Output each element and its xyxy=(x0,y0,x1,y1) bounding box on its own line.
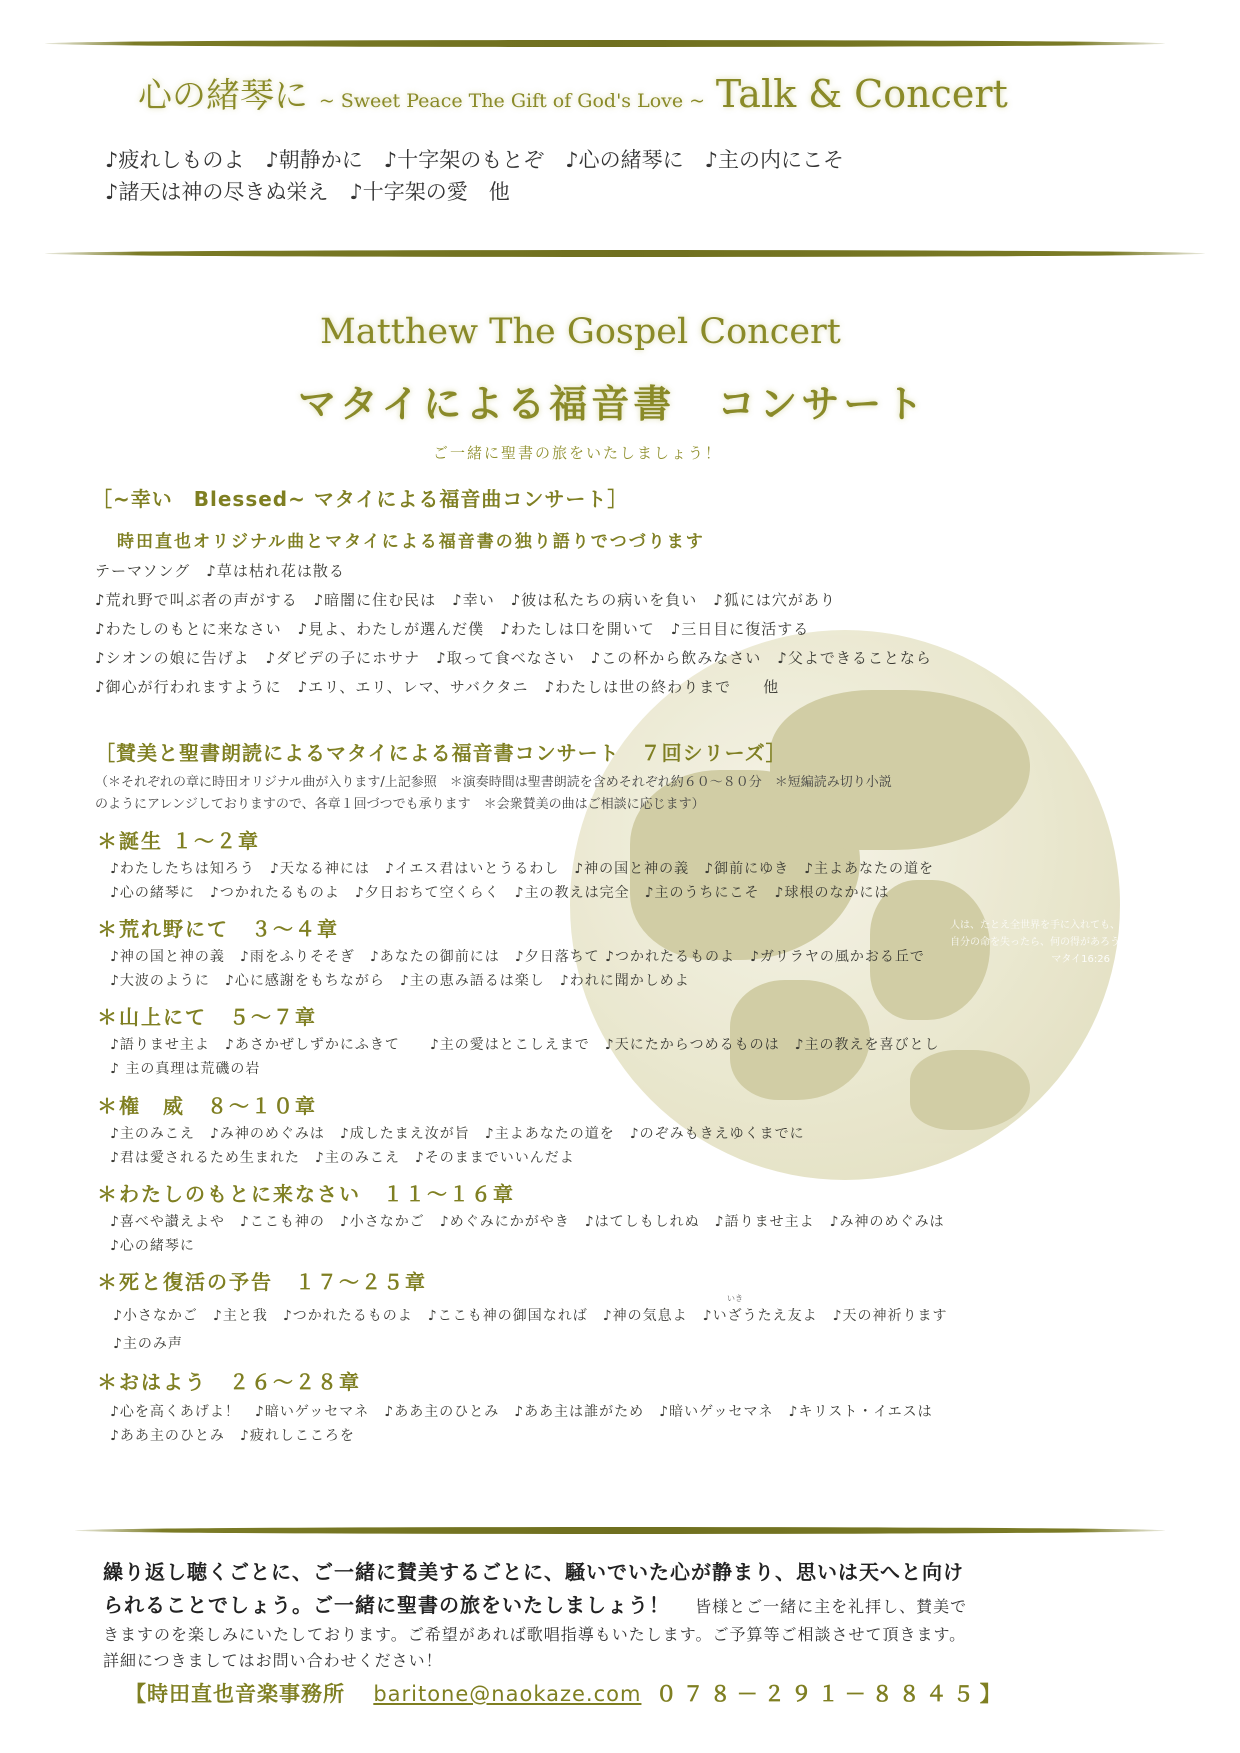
songs-line-1: ♪疲れしものよ ♪朝静かに ♪十字架のもとぞ ♪心の緒琴に ♪主の内にこそ xyxy=(105,148,845,172)
talk-concert-songs xyxy=(105,144,844,208)
footer-text xyxy=(103,1556,1163,1674)
gospel-title-jp: マタイによる福音書 コンサート xyxy=(298,382,928,426)
quote-ref: マタイ16:26 xyxy=(1051,954,1110,965)
title-subtitle: ~ Sweet Peace The Gift of God's Love ~ xyxy=(318,90,706,112)
phone-number: ０７８－２９１－８８４５】 xyxy=(655,1682,1007,1706)
chapter-songs xyxy=(113,1302,948,1358)
email-link[interactable]: baritone@naokaze.com xyxy=(373,1682,642,1706)
footer-bold-line-2: られることでしょう。ご一緒に聖書の旅をいたしましょう！ xyxy=(103,1593,670,1617)
songs-line-2: ♪諸天は神の尽きぬ栄え ♪十字架の愛 他 xyxy=(105,180,510,204)
globe-illustration xyxy=(570,630,1120,1180)
section1-line: ♪荒れ野で叫ぶ者の声がする ♪暗闇に住む民は ♪幸い ♪彼は私たちの病いを負い ♪狐には穴があり xyxy=(95,591,836,609)
chapter-songs xyxy=(110,1400,933,1448)
chapter-song-line: ♪主のみ声 xyxy=(113,1336,183,1352)
chapter-songs xyxy=(110,1122,805,1170)
section1-line: ♪シオンの娘に告げよ ♪ダビデの子にホサナ ♪取って食べなさい ♪この杯から飲みなさい ♪父よできることなら xyxy=(95,649,932,667)
section1-desc: 時田直也オリジナル曲とマタイによる福音書の独り語りでつづります xyxy=(117,532,705,552)
chapter-songs xyxy=(110,857,934,905)
section1-line: テーマソング ♪草は枯れ花は散る xyxy=(95,562,345,580)
chapter-songs xyxy=(110,1210,945,1258)
chapter-title: ＊誕生 １～２章 xyxy=(97,829,260,853)
chapter-song-line: ♪君は愛されるため生まれた ♪主のみこえ ♪そのままでいいんだよ xyxy=(110,1150,575,1166)
footer-normal-line-4: 詳細につきましてはお問い合わせください！ xyxy=(103,1651,443,1670)
series-title: ［賛美と聖書朗読によるマタイによる福音書コンサート ７回シリーズ］ xyxy=(95,741,787,765)
chapter-title: ＊おはよう ２６～２８章 xyxy=(97,1370,361,1394)
chapter-song-line: ♪心の緒琴に xyxy=(110,1238,195,1254)
chapter-song-line: ♪主のみこえ ♪み神のめぐみは ♪成したまえ汝が旨 ♪主よあなたの道を ♪のぞみもきえゆくまでに xyxy=(110,1126,805,1142)
title-jp: 心の緒琴に xyxy=(138,76,308,116)
footer-normal-line-2: 皆様とご一緒に主を礼拝し、賛美で xyxy=(695,1597,968,1616)
chapter-song-line: ♪ 主の真理は荒磯の岩 xyxy=(110,1061,261,1077)
section1-line: ♪わたしのもとに来なさい ♪見よ、わたしが選んだ僕 ♪わたしは口を開いて ♪三日目に復活する xyxy=(95,620,810,638)
chapter-song-line: ♪大波のように ♪心に感謝をもちながら ♪主の恵み語るは楽し ♪われに聞かしめよ xyxy=(110,973,690,989)
chapter-song-line: ♪心を高くあげよ！ ♪暗いゲッセマネ ♪ああ主のひとみ ♪ああ主は誰がため ♪暗いゲッセマネ ♪キリスト・イエスは xyxy=(110,1404,933,1420)
talk-concert-title xyxy=(138,68,1008,117)
footer-line-2 xyxy=(103,1589,1163,1622)
bottom-brush-divider xyxy=(75,1527,1165,1534)
chapter-songs xyxy=(110,1033,940,1081)
footer-normal-line-3: きますのを楽しみにいたしております。ご希望があれば歌唱指導もいたします。ご予算等ご相談させて頂きます。 xyxy=(103,1625,967,1644)
chapter-song-line: ♪語りませ主よ ♪あさかぜしずかにふきて ♪主の愛はとこしえまで ♪天にたからつめるものは ♪主の教えを喜びとし xyxy=(110,1037,940,1053)
chapter-song-line: ♪心の緒琴に ♪つかれたるものよ ♪夕日おちて空くらく ♪主の教えは完全 ♪主のうちにこそ ♪球根のなかには xyxy=(110,885,890,901)
chapter-song-line: ♪ああ主のひとみ ♪疲れしこころを xyxy=(110,1428,355,1444)
chapter-title: ＊死と復活の予告 １７～２５章 xyxy=(97,1270,427,1294)
chapter-song-line: ♪喜べや讃えよや ♪ここも神の ♪小さなかご ♪めぐみにかがやき ♪はてしもしれぬ ♪語りませ主よ ♪み神のめぐみは xyxy=(110,1214,945,1230)
section1-songs xyxy=(95,557,932,702)
ruby-annotation: いき xyxy=(727,1294,743,1303)
series-note-2: のようにアレンジしておりますので、各章１回づつでも承ります ＊会衆賛美の曲はご相談に応じます） xyxy=(95,797,705,812)
globe-quote xyxy=(950,917,1170,968)
chapter-title: ＊山上にて ５～７章 xyxy=(97,1005,317,1029)
quote-line-2: 自分の命を失ったら、何の得があろうか。 xyxy=(950,937,1140,948)
office-name: 【時田直也音楽事務所 xyxy=(125,1682,345,1706)
series-note xyxy=(95,772,892,816)
chapter-songs xyxy=(110,945,925,993)
gospel-subtitle: ご一緒に聖書の旅をいたしましょう！ xyxy=(433,444,723,462)
chapter-title: ＊荒れ野にて ３～４章 xyxy=(97,917,339,941)
top-brush-divider xyxy=(45,40,1165,47)
series-note-1: （＊それぞれの章に時田オリジナル曲が入ります/上記参照 ＊演奏時間は聖書朗読を含めそれぞれ約６０～８０分 ＊短編読み切り小説 xyxy=(95,775,892,790)
section1-line: ♪御心が行われますように ♪エリ、エリ、レマ、サバクタニ ♪わたしは世の終わりまで 他 xyxy=(95,678,780,696)
chapter-song-line: ♪わたしたちは知ろう ♪天なる神には ♪イエス君はいとうるわし ♪神の国と神の義 ♪御前にゆき ♪主よあなたの道を xyxy=(110,861,935,877)
middle-brush-divider xyxy=(45,250,1205,257)
contact-info xyxy=(125,1678,1007,1708)
chapter-song-line: ♪小さなかご ♪主と我 ♪つかれたるものよ ♪ここも神の御国なれば ♪神の気息よ ♪いざうたえ友よ ♪天の神祈ります xyxy=(113,1308,948,1324)
footer-bold-line-1: 繰り返し聴くごとに、ご一緒に賛美するごとに、騒いでいた心が静まり、思いは天へと向け xyxy=(103,1560,964,1584)
gospel-title-en: Matthew The Gospel Concert xyxy=(320,312,841,352)
chapter-song-line: ♪神の国と神の義 ♪雨をふりそそぎ ♪あなたの御前には ♪夕日落ちて ♪つかれたるものよ ♪ガリラヤの風かおる丘で xyxy=(110,949,925,965)
chapter-title: ＊権 威 ８～１０章 xyxy=(97,1094,317,1118)
quote-line-1: 人は、たとえ全世界を手に入れても、 xyxy=(950,920,1120,931)
section1-title: ［~幸い Blessed~ マタイによる福音曲コンサート］ xyxy=(92,487,629,511)
title-en: Talk & Concert xyxy=(715,72,1008,116)
chapter-title: ＊わたしのもとに来なさい １１～１６章 xyxy=(97,1182,515,1206)
